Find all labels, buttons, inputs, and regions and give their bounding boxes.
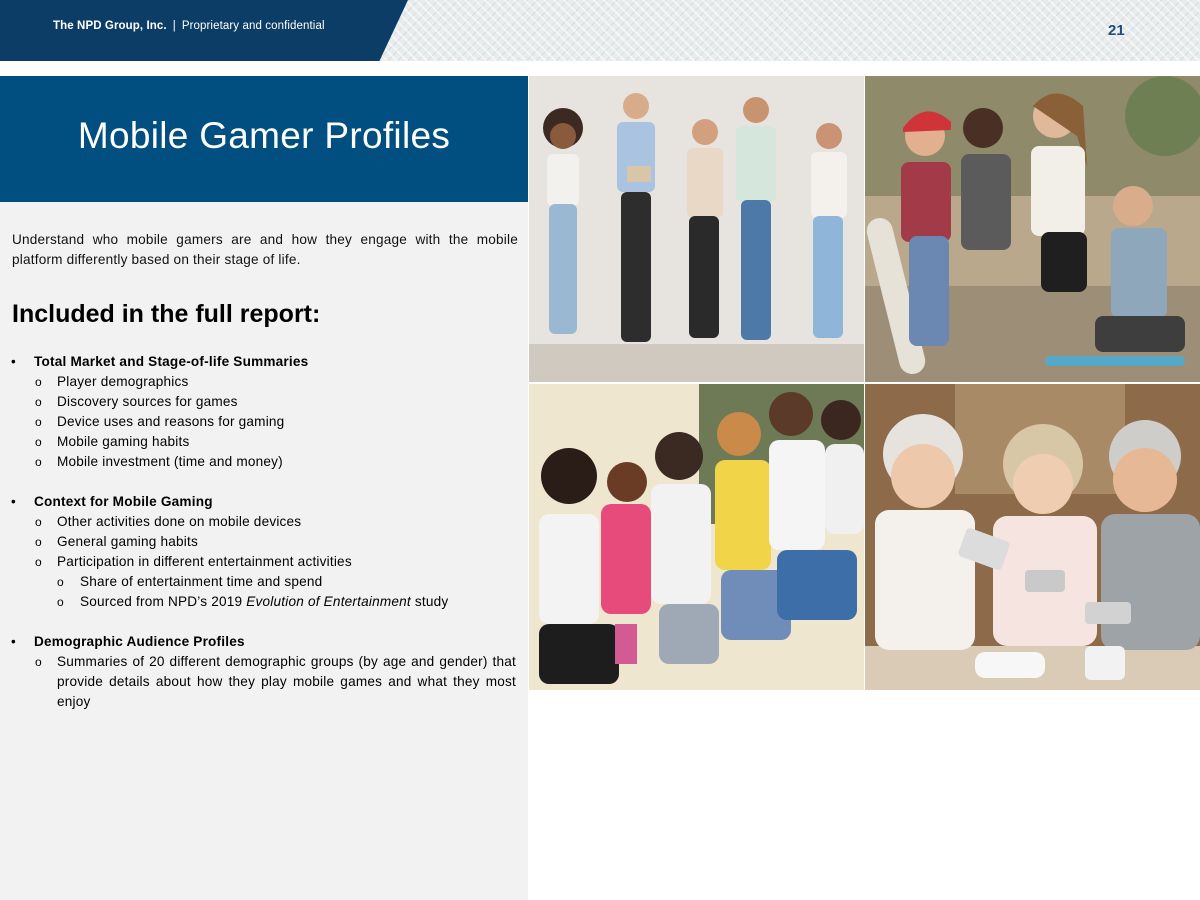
sub-list-item-text-suffix: study xyxy=(410,594,449,609)
intro-paragraph: Understand who mobile gamers are and how they engage with the mobile platform differently based on their stage of life. xyxy=(12,232,518,267)
section-heading xyxy=(0,632,528,652)
list-item xyxy=(0,432,528,452)
list-item xyxy=(0,512,528,532)
report-contents-outline xyxy=(0,352,528,712)
sub-list-item xyxy=(0,572,528,592)
study-title: Evolution of Entertainment xyxy=(246,594,411,609)
header-tagline: Proprietary and confidential xyxy=(181,20,325,32)
list-item-text: Player demographics xyxy=(57,374,189,389)
sub-bullet-marker: o xyxy=(57,595,64,609)
teens-with-skateboards-photo xyxy=(865,76,1200,382)
header-confidential-notice xyxy=(53,20,325,32)
sub-bullet-marker: o xyxy=(35,395,42,409)
list-item-text: Summaries of 20 different demographic groups (by age and gender) that provide details about how they play mobile games and what they most enjoy xyxy=(57,654,516,709)
young-adults-with-phones-photo xyxy=(529,76,864,382)
list-item-text: General gaming habits xyxy=(57,534,198,549)
section-heading xyxy=(0,352,528,372)
bullet-marker: • xyxy=(11,354,16,369)
sub-bullet-marker: o xyxy=(35,655,42,669)
list-item-text: Mobile gaming habits xyxy=(57,434,190,449)
list-item xyxy=(0,372,528,392)
children-with-phones-photo xyxy=(529,384,864,690)
company-name: The NPD Group, Inc. xyxy=(53,20,167,32)
page-title: Mobile Gamer Profiles xyxy=(77,115,451,156)
page-number: 21 xyxy=(1108,22,1125,39)
bullet-marker: • xyxy=(11,634,16,649)
list-item xyxy=(0,532,528,552)
sub-bullet-marker: o xyxy=(35,375,42,389)
list-item-text: Other activities done on mobile devices xyxy=(57,514,302,529)
list-item xyxy=(0,652,516,712)
sub-bullet-marker: o xyxy=(57,575,64,589)
left-content-panel xyxy=(0,76,528,900)
list-item-text: Mobile investment (time and money) xyxy=(57,454,283,469)
list-item-text: Discovery sources for games xyxy=(57,394,238,409)
section-heading xyxy=(0,492,528,512)
spacer xyxy=(0,472,528,492)
sub-list-item-text: Share of entertainment time and spend xyxy=(80,574,323,589)
list-item-text: Device uses and reasons for gaming xyxy=(57,414,285,429)
list-item xyxy=(0,392,528,412)
list-item xyxy=(0,552,528,572)
sub-bullet-marker: o xyxy=(35,415,42,429)
sub-list-item-text: Sourced from NPD’s 2019 xyxy=(80,594,247,609)
sub-bullet-marker: o xyxy=(35,515,42,529)
title-bar xyxy=(0,76,528,202)
list-item xyxy=(0,452,528,472)
list-item xyxy=(0,412,528,432)
sub-bullet-marker: o xyxy=(35,455,42,469)
list-item-text: Participation in different entertainment activities xyxy=(57,554,352,569)
sub-bullet-marker: o xyxy=(35,535,42,549)
seniors-with-phones-photo xyxy=(865,384,1200,690)
section-heading-text: Context for Mobile Gaming xyxy=(34,494,213,509)
bullet-marker: • xyxy=(11,494,16,509)
header-bar xyxy=(0,0,1200,61)
section-heading-text: Total Market and Stage-of-life Summaries xyxy=(34,354,309,369)
report-contents-heading: Included in the full report: xyxy=(12,300,321,328)
section-heading-text: Demographic Audience Profiles xyxy=(34,634,245,649)
header-separator: | xyxy=(172,20,176,32)
spacer xyxy=(0,612,528,632)
sub-bullet-marker: o xyxy=(35,555,42,569)
sub-list-item xyxy=(0,592,528,612)
sub-bullet-marker: o xyxy=(35,435,42,449)
